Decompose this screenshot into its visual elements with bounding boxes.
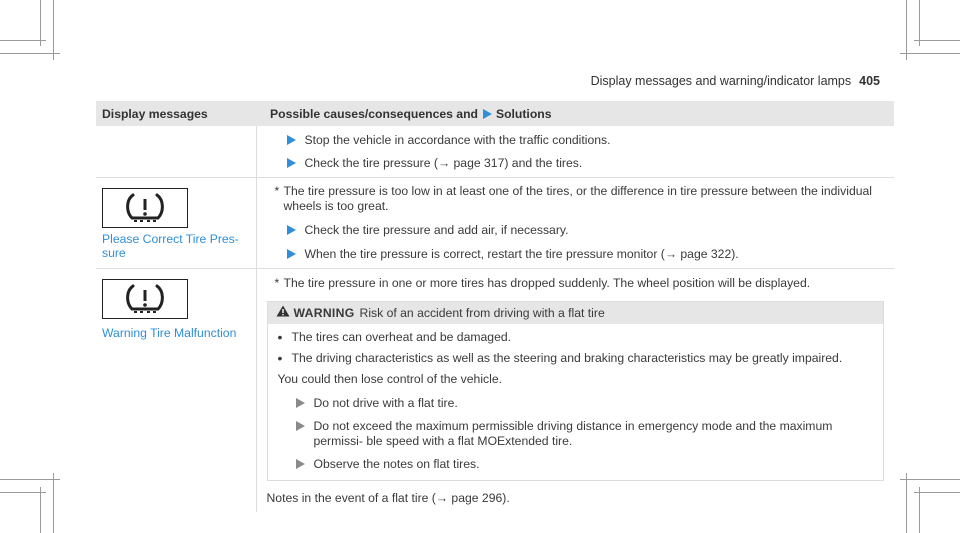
crop-mark — [900, 53, 960, 54]
step-arrow-icon — [287, 158, 296, 168]
warning-step-text: Do not drive with a flat tire. — [313, 396, 458, 410]
table-cell-empty — [96, 126, 256, 178]
warning-bullet-text: The tires can overheat and be damaged. — [291, 330, 512, 344]
running-header-title: Display messages and warning/indicator lamps — [590, 74, 852, 88]
running-header — [591, 74, 880, 88]
warning-bullet-text: The driving characteristics as well as the steering and braking characteristics may be greatly impaired. — [291, 351, 843, 365]
display-message-label: Warning Tire Malfunction — [102, 326, 237, 340]
display-message-label — [102, 232, 250, 260]
crop-mark — [0, 40, 46, 41]
solution-step — [267, 247, 885, 262]
warning-note: You could then lose control of the vehicle. — [277, 372, 502, 386]
step-arrow-icon — [287, 225, 296, 235]
solution-step-text: When the tire pressure is correct, restart the tire pressure monitor (→ page 322). — [304, 247, 739, 261]
warning-text: Risk of an accident from driving with a flat tire — [359, 306, 605, 320]
cause-paragraph — [267, 184, 885, 214]
warning-title: WARNING — [293, 306, 355, 320]
table-cell-solutions — [256, 126, 894, 178]
table-cell-display-message — [96, 178, 256, 269]
bullet-dot: • — [277, 350, 283, 366]
cause-star: * — [274, 184, 280, 198]
tire-pressure-warning-icon — [102, 279, 188, 319]
table-cell-solutions — [256, 269, 894, 513]
solution-step-text: Stop the vehicle in accordance with the traffic conditions. — [304, 133, 611, 147]
crop-mark — [0, 479, 60, 480]
solution-step — [267, 133, 885, 148]
solution-step-text: Check the tire pressure and add air, if necessary. — [304, 223, 569, 237]
warning-header — [268, 302, 884, 324]
solutions-arrow-icon — [483, 109, 492, 119]
crop-mark — [900, 479, 960, 480]
solution-step-text: Check the tire pressure (→ page 317) and the tires. — [304, 156, 583, 170]
step-arrow-icon — [287, 135, 296, 145]
crop-mark — [0, 53, 60, 54]
warning-step — [278, 457, 874, 472]
step-arrow-icon — [296, 421, 305, 431]
warning-bullet — [278, 330, 874, 345]
column-header-causes-solutions — [256, 101, 894, 126]
warning-step — [278, 419, 874, 449]
table-row — [96, 178, 894, 269]
table-row — [96, 126, 894, 178]
tire-pressure-warning-icon — [102, 188, 188, 228]
warning-box — [267, 301, 885, 481]
solution-step — [267, 156, 885, 171]
crop-mark — [906, 473, 907, 533]
table-cell-display-message — [96, 269, 256, 513]
table-header-row — [96, 101, 894, 126]
warning-body — [268, 324, 884, 480]
table-row — [96, 269, 894, 513]
crop-mark — [914, 40, 960, 41]
display-message-line: sure — [102, 246, 126, 260]
display-messages-table — [96, 101, 894, 512]
warning-triangle-icon — [276, 305, 290, 321]
warning-step — [278, 396, 874, 411]
table-cell-solutions — [256, 178, 894, 269]
crop-mark — [0, 492, 46, 493]
display-message-line: Please Correct Tire Pres- — [102, 232, 239, 246]
column-header-display-messages: Display messages — [96, 101, 256, 126]
crop-mark — [53, 473, 54, 533]
warning-bullet — [278, 351, 874, 366]
cause-text: The tire pressure is too low in at least one of the tires, or the difference in tire pressure between the individual wheels is too great. — [283, 184, 872, 213]
step-arrow-icon — [296, 459, 305, 469]
cause-paragraph — [267, 276, 885, 291]
step-arrow-icon — [287, 249, 296, 259]
crop-mark — [906, 0, 907, 60]
column-header-solutions-label: Solutions — [495, 107, 552, 121]
flat-tire-note: Notes in the event of a flat tire (→ page 296). — [266, 491, 510, 505]
warning-step-text: Do not exceed the maximum permissible driving distance in emergency mode and the maximum permissi- ble speed with a flat MOExtended tire. — [313, 419, 833, 448]
crop-mark — [53, 0, 54, 60]
column-header-causes-label: Possible causes/consequences and — [270, 107, 478, 121]
crop-mark — [40, 487, 41, 533]
step-arrow-icon — [296, 398, 305, 408]
cause-text: The tire pressure in one or more tires has dropped suddenly. The wheel position will be displayed. — [283, 276, 811, 290]
cause-star: * — [274, 276, 280, 290]
warning-step-text: Observe the notes on flat tires. — [313, 457, 480, 471]
crop-mark — [919, 487, 920, 533]
crop-mark — [914, 492, 960, 493]
page-number: 405 — [859, 74, 880, 88]
bullet-dot: • — [277, 329, 283, 345]
solution-step — [267, 223, 885, 238]
